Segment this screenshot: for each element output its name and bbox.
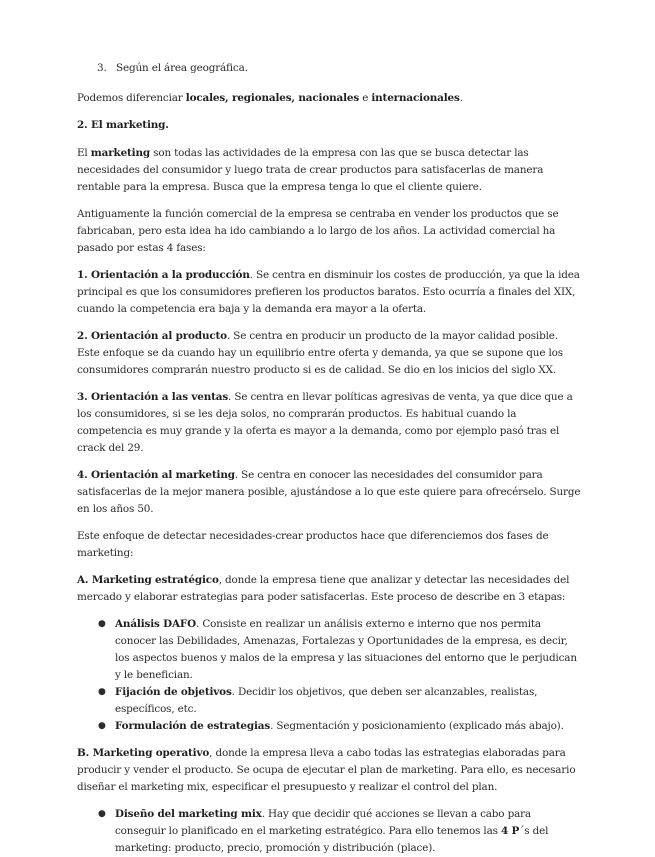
text-run: . Segmentación y posicionamiento (explicado más abajo). (270, 720, 564, 732)
numbered-list-item-3 (77, 60, 581, 77)
bullet-icon: ● (98, 687, 106, 697)
text-run: , donde la empresa lleva a cabo todas las estrategias elaboradas para producir y vender el producto. Se ocupa de ejecutar el plan de marketing. Para ello, es necesario diseñar el marketing mix, especificar el presupuesto y realizar el control del plan. (77, 747, 576, 793)
bullet-item-marketing-mix (96, 806, 581, 857)
paragraph-diferenciar (77, 90, 581, 107)
paragraph-marketing-estrategico (77, 572, 581, 606)
text-run: ´s del marketing: producto, precio, promoción y distribución (place). (115, 825, 549, 854)
text-run: . Consiste en realizar un análisis externo e interno que nos permita conocer las Debilidades, Amenazas, Fortalezas y Oportunidades de la empresa, es decir, los aspectos buenos y malos de la empresa y las situaciones del entorno que le perjudican y le benefician. (115, 618, 577, 681)
fase-text: . Se centra en disminuir los costes de producción, ya que la idea principal es que los consumidores prefieren los productos baratos. Esto ocurría a finales del XIX, cuando la competencia era baja y la demanda era mayor a la oferta. (77, 269, 580, 315)
paragraph-fase-2 (77, 328, 581, 379)
fase-text: . Se centra en producir un producto de la mayor calidad posible. Este enfoque se da cuando hay un equilibrio entre oferta y demanda, ya que se supone que los consumidores comprarán nuestro producto si es de calidad. Se dio en los inicios del siglo XX. (77, 330, 563, 376)
paragraph-marketing-operativo (77, 745, 581, 796)
paragraph-marketing-definition (77, 145, 581, 196)
paragraph-antiguamente: Antiguamente la función comercial de la empresa se centraba en vender los productos que se fabricaban, pero esta idea ha ido cambiando a lo largo de los años. La actividad comercial ha pasado por estas 4 fases: (77, 208, 559, 254)
bold-run: Análisis DAFO (115, 618, 197, 630)
bold-run: B. Marketing operativo (77, 747, 210, 759)
bold-run: locales, regionales, nacionales (185, 92, 360, 104)
bullet-item-objetivos (96, 684, 581, 718)
text-run: , donde la empresa tiene que analizar y detectar las necesidades del mercado y elaborar estrategias para poder satisfacerlas. Este proceso de describe en 3 etapas: (77, 574, 570, 603)
bold-run: Fijación de objetivos (115, 686, 232, 698)
text-run: son todas las actividades de la empresa con las que se busca detectar las necesidades del consumidor y luego trata de crear productos para satisfacerlas de manera rentable para la empresa. Busca que la empresa tenga lo que el cliente quiere. (77, 147, 544, 193)
marketing-mix-bullet-list (77, 806, 581, 857)
bold-run: Diseño del marketing mix (115, 808, 262, 820)
bullet-item-dafo (96, 616, 581, 684)
text-run: . (459, 92, 463, 104)
list-item-text: Según el área geográfica. (116, 62, 248, 74)
bold-run: Formulación de estrategias (115, 720, 271, 732)
fase-title: 1. Orientación a la producción (77, 269, 250, 281)
fase-text: . Se centra en llevar políticas agresivas de venta, ya que dice que a los consumidores, si se les deja solos, no comprarán productos. Es habitual cuando la competencia es muy grande y la oferta es mayor a la demanda, como por ejemplo pasó tras el crack del 29. (77, 391, 573, 454)
paragraph-fase-1 (77, 267, 581, 318)
bold-run: A. Marketing estratégico (77, 574, 219, 586)
bullet-icon: ● (98, 619, 106, 629)
text-run: Podemos diferenciar (77, 92, 186, 104)
bold-run: internacionales (371, 92, 460, 104)
fase-title: 3. Orientación a las ventas (77, 391, 229, 403)
bullet-item-estrategias (96, 718, 581, 735)
list-number: 3. (97, 62, 107, 74)
bold-run: 4 P (501, 825, 520, 837)
heading-text: 2. El marketing. (77, 119, 169, 131)
etapas-bullet-list (77, 616, 581, 735)
bullet-icon: ● (98, 721, 106, 731)
section-heading-marketing (77, 117, 581, 134)
bold-run: marketing (90, 147, 150, 159)
fase-title: 4. Orientación al marketing (77, 469, 235, 481)
text-run: . Hay que decidir qué acciones se llevan a cabo para conseguir lo planificado en el marketing estratégico. Para ello tenemos las (115, 808, 531, 837)
fase-text: . Se centra en conocer las necesidades del consumidor para satisfacerlas de la mejor manera posible, ajustándose a lo que este quiere para ofrecérselo. Surge en los años 50. (77, 469, 581, 515)
text-run: e (359, 92, 372, 104)
paragraph-fase-3 (77, 389, 581, 457)
fase-title: 2. Orientación al producto (77, 330, 227, 342)
paragraph-fase-4 (77, 467, 581, 518)
text-run: . Decidir los objetivos, que deben ser alcanzables, realistas, específicos, etc. (115, 686, 538, 715)
text-run: El (77, 147, 91, 159)
bullet-icon: ● (98, 809, 106, 819)
paragraph-enfoque: Este enfoque de detectar necesidades-crear productos hace que diferenciemos dos fases de marketing: (77, 530, 549, 559)
